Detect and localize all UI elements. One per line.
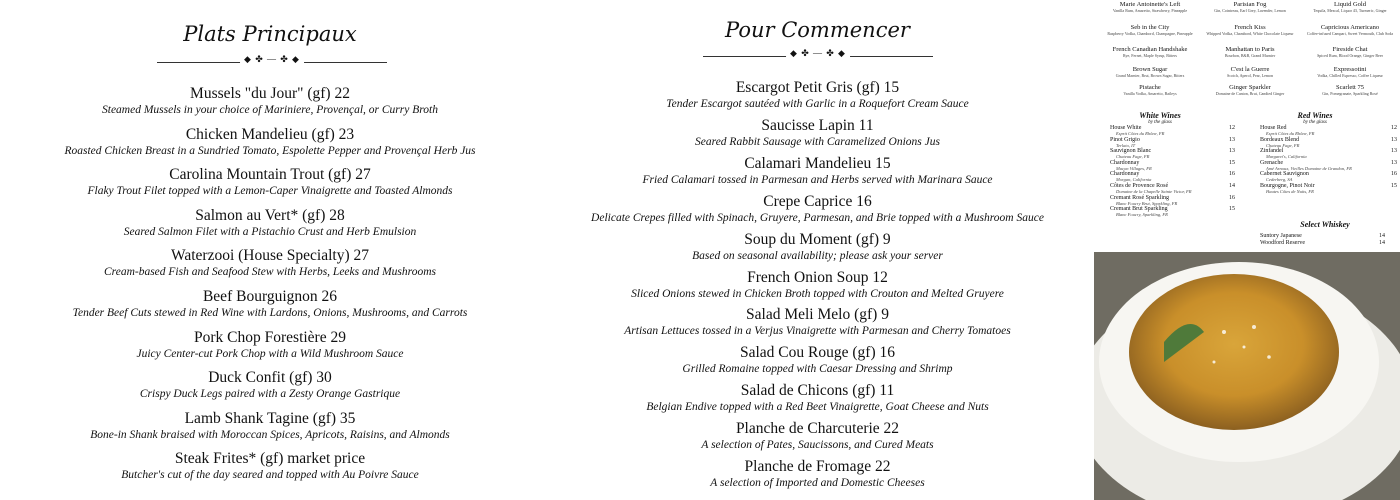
dish-description: Roasted Chicken Breast in a Sundried Tomato, Espolette Pepper and Provençal Herb Jus xyxy=(64,144,476,157)
cocktail-ingredients: Tequila, Mezcal, Liquor 43, Turmeric, Ginger xyxy=(1313,8,1387,13)
whiskey-title: Select Whiskey xyxy=(1300,220,1350,229)
wine-item xyxy=(1110,206,1235,217)
wine-origin: Macon Villages, FR xyxy=(1116,165,1152,171)
wine-item xyxy=(1260,183,1397,194)
dish-name: Saucisse Lapin 11 xyxy=(761,116,874,134)
wine-price: 12 xyxy=(1229,125,1235,131)
dish-description: Tender Escargot sautéed with Garlic in a Roquefort Cream Sauce xyxy=(666,98,969,110)
wine-item xyxy=(1110,171,1235,182)
dish-name: Crepe Caprice 16 xyxy=(763,192,872,210)
menu-item xyxy=(560,344,1075,376)
cocktail-ingredients: Bourbon, B&B, Grand Marnier xyxy=(1224,53,1276,58)
dish-description: Based on seasonal availability; please ask your server xyxy=(692,249,943,262)
wine-price: 13 xyxy=(1229,136,1235,143)
cocktail-ingredients: Grand Marnier, Brut, Brown Sugar, Bitters xyxy=(1115,73,1185,78)
wine-name: Cremant Brut Sparkling xyxy=(1110,206,1168,213)
menu-item xyxy=(0,410,540,442)
dish-name: Salmon au Vert* (gf) 28 xyxy=(195,206,345,224)
cocktail-item xyxy=(1300,46,1400,58)
wine-origin: Hautes Côtes de Nuits, FR xyxy=(1266,189,1314,194)
cocktail-name: Capricious Americano xyxy=(1320,23,1380,31)
menu-item xyxy=(560,382,1075,414)
subtitle: by the glass xyxy=(1303,120,1327,125)
menu-item xyxy=(560,420,1075,452)
cocktail-ingredients: Gin, Cointreau, Earl Grey, Lavender, Lemon xyxy=(1214,8,1286,13)
cocktail-item xyxy=(1100,84,1200,96)
wine-item xyxy=(1260,137,1397,148)
dish-name: Lamb Shank Tagine (gf) 35 xyxy=(184,409,356,427)
whiskey-price: 14 xyxy=(1379,233,1385,239)
cocktail-item xyxy=(1300,66,1400,78)
dish-name: Waterzooi (House Specialty) 27 xyxy=(170,247,370,265)
dish-description: A selection of Pates, Saucissons, and Cured Meats xyxy=(701,439,934,452)
wine-price: 16 xyxy=(1229,171,1235,178)
dish-name: Beef Bourguignon 26 xyxy=(202,288,338,305)
dish-description: Artisan Lettuces tossed in a Verjus Vinaigrette with Parmesan and Cherry Tomatoes xyxy=(624,325,1011,338)
wine-price: 15 xyxy=(1391,183,1397,189)
red-wines-title xyxy=(1285,111,1345,125)
menu-item xyxy=(0,85,540,117)
cocktail-name: Manhattan to Paris xyxy=(1225,46,1275,53)
creme-brulee-photo xyxy=(1094,252,1400,500)
menu-item xyxy=(560,231,1075,263)
menu-item xyxy=(560,79,1075,111)
dish-description: Grilled Romaine topped with Caesar Dressing and Shrimp xyxy=(682,363,953,376)
wine-item xyxy=(1110,125,1235,136)
cocktail-name: Fireside Chat xyxy=(1332,46,1368,53)
wine-price: 13 xyxy=(1391,148,1397,155)
menu-item xyxy=(0,369,540,401)
section-title: Pour Commencer xyxy=(725,18,910,42)
dish-name: Chicken Mandelieu (gf) 23 xyxy=(185,125,355,143)
dish-description: Sliced Onions stewed in Chicken Broth topped with Crouton and Melted Gruyere xyxy=(631,287,1004,300)
title: Red Wines xyxy=(1297,111,1333,120)
cocktail-name: Marie Antoinette's Left xyxy=(1119,1,1181,8)
dish-description: Delicate Crepes filled with Spinach, Gruyere, Parmesan, and Brie topped with a Mushroom Sauce xyxy=(591,211,1044,224)
menu-item xyxy=(0,450,540,482)
menu-item xyxy=(0,329,540,361)
cocktail-item xyxy=(1200,84,1300,96)
dish-description: Fried Calamari tossed in Parmesan and Herbs served with Marinara Sauce xyxy=(642,173,993,186)
wine-name: Cremant Rosé Sparkling xyxy=(1110,194,1169,201)
dish-description: Bone-in Shank braised with Moroccan Spices, Apricots, Raisins, and Almonds xyxy=(90,428,450,441)
dish-description: Seared Rabbit Sausage with Caramelized Onions Jus xyxy=(695,135,940,148)
wine-price: 12 xyxy=(1391,125,1397,131)
menu-item xyxy=(560,269,1075,301)
wine-name: Chardonnay xyxy=(1110,171,1140,178)
whiskey-item xyxy=(1260,240,1385,246)
menu-item xyxy=(0,166,540,198)
menu-item xyxy=(560,155,1075,187)
wine-origin: Margaret's, California xyxy=(1266,154,1307,160)
dish-name: Salad Cou Rouge (gf) 16 xyxy=(740,344,895,362)
cocktail-ingredients: Coffee-infused Campari, Sweet Vermouth, Club Soda xyxy=(1307,30,1393,36)
dish-description: Juicy Center-cut Pork Chop with a Wild Mushroom Sauce xyxy=(136,347,404,360)
dish-description: Flaky Trout Filet topped with a Lemon-Caper Vinaigrette and Toasted Almonds xyxy=(87,185,453,198)
wine-item xyxy=(1260,125,1397,136)
cocktail-item xyxy=(1100,66,1200,78)
cocktail-item xyxy=(1300,84,1400,96)
wine-item xyxy=(1260,171,1397,182)
wine-name: Sauvignon Blanc xyxy=(1110,148,1152,155)
cocktail-name: Pistache xyxy=(1139,84,1161,91)
pour-commencer-menu xyxy=(560,0,1075,500)
cocktail-name: Seb in the City xyxy=(1130,23,1170,31)
cocktail-item xyxy=(1100,46,1200,58)
dish-name: Calamari Mandelieu 15 xyxy=(744,154,891,172)
cocktail-ingredients: Whipped Vodka, Chambord, White Chocolate Liqueur xyxy=(1206,30,1294,36)
wine-origin: Cederberg, SA xyxy=(1266,177,1293,183)
menu-item xyxy=(0,247,540,279)
dish-description: A selection of Imported and Domestic Cheeses xyxy=(710,477,925,489)
section-title: Plats Principaux xyxy=(183,22,357,46)
plats-principaux-menu xyxy=(0,0,540,500)
dish-name: Salad Meli Melo (gf) 9 xyxy=(746,306,889,324)
dish-name: Mussels "du Jour" (gf) 22 xyxy=(190,85,350,102)
wine-item xyxy=(1110,148,1235,159)
cocktail-name: Brown Sugar xyxy=(1132,66,1168,73)
menu-item xyxy=(560,458,1075,490)
dish-name: Planche de Charcuterie 22 xyxy=(735,420,900,438)
wine-name: Côtes de Provence Rosé xyxy=(1110,183,1169,189)
cocktail-item xyxy=(1300,24,1400,36)
cocktail-ingredients: Scotch, Aperol, Pear, Lemon xyxy=(1226,73,1274,78)
wine-price: 14 xyxy=(1229,183,1235,189)
cocktail-name: C'est la Guerre xyxy=(1230,66,1270,73)
dish-description: Steamed Mussels in your choice of Mariniere, Provençal, or Curry Broth xyxy=(102,104,438,116)
wine-item xyxy=(1110,183,1235,194)
wine-price: 13 xyxy=(1229,148,1235,155)
title: White Wines xyxy=(1139,111,1181,120)
dish-name: Escargot Petit Gris (gf) 15 xyxy=(735,79,900,96)
dish-description: Crispy Duck Legs paired with a Zesty Orange Gastrique xyxy=(139,388,401,401)
whiskey-name: Suntory Japanese xyxy=(1260,233,1302,239)
wine-price: 15 xyxy=(1229,159,1235,166)
dish-name: Salad de Chicons (gf) 11 xyxy=(740,382,895,400)
wine-origin: Terlato, IT xyxy=(1116,142,1136,148)
dish-name: Soup du Moment (gf) 9 xyxy=(744,230,891,248)
cocktail-item xyxy=(1200,1,1300,13)
cocktail-item xyxy=(1200,66,1300,78)
wine-item xyxy=(1110,195,1235,206)
wine-name: Bourgogne, Pinot Noir xyxy=(1260,183,1315,189)
dish-description: Belgian Endive topped with a Red Beet Vinaigrette, Goat Cheese and Nuts xyxy=(646,401,989,414)
cocktail-item xyxy=(1300,1,1400,13)
dish-name: French Onion Soup 12 xyxy=(747,268,888,286)
wine-name: House White xyxy=(1110,125,1142,131)
wine-origin: Chateau Fage, FR xyxy=(1116,154,1150,160)
dish-name: Steak Frites* (gf) market price xyxy=(174,450,366,468)
wine-name: Bordeaux Blend xyxy=(1260,136,1300,143)
dish-name: Duck Confit (gf) 30 xyxy=(208,369,332,387)
menu-item xyxy=(0,207,540,239)
wine-price: 16 xyxy=(1391,171,1397,178)
menu-item xyxy=(560,306,1075,338)
dish-description: Seared Salmon Filet with a Pistachio Crust and Herb Emulsion xyxy=(123,225,417,238)
wine-item xyxy=(1110,137,1235,148)
cocktail-name: Liquid Gold xyxy=(1334,1,1366,8)
wine-name: Pinot Grigio xyxy=(1110,136,1140,143)
menu-item xyxy=(560,193,1075,225)
cocktail-item xyxy=(1100,1,1200,13)
wine-price: 15 xyxy=(1229,206,1235,213)
dish-description: Butcher's cut of the day seared and topped with Au Poivre Sauce xyxy=(121,469,419,482)
ornament-divider xyxy=(157,62,387,63)
menu-item xyxy=(560,117,1075,149)
drinks-menu xyxy=(1100,0,1400,250)
cocktail-ingredients: Spiced Rum, Blood Orange, Ginger Beer xyxy=(1317,53,1383,58)
wine-name: Chardonnay xyxy=(1110,159,1140,166)
cocktail-ingredients: Vanilla Vodka, Amaretto, Baileys xyxy=(1123,91,1177,96)
wine-origin: Domaine de la Chapelle Sainte Victor, FR xyxy=(1116,189,1192,194)
wine-name: House Red xyxy=(1260,125,1287,131)
white-wines-title xyxy=(1130,111,1190,125)
cocktail-ingredients: Rye, Fernet, Maple Syrup, Bitters xyxy=(1123,53,1177,58)
wine-price: 13 xyxy=(1391,159,1397,166)
wine-origin: Esprit Côtes du Rhône, FR xyxy=(1116,131,1165,136)
wine-origin: Amé Arnoux, Vieilles Domaine de Grandon, FR xyxy=(1266,165,1352,171)
wine-name: Cabernet Sauvignon xyxy=(1260,171,1309,178)
wine-name: Grenache xyxy=(1260,159,1283,166)
menu-item xyxy=(0,288,540,320)
cocktail-ingredients: Gin, Pomegranate, Sparkling Rosé xyxy=(1322,91,1378,96)
subtitle: by the glass xyxy=(1148,120,1172,125)
dish-name: Carolina Mountain Trout (gf) 27 xyxy=(169,166,371,184)
cocktail-item xyxy=(1200,46,1300,58)
wine-origin: Blanc Foucry Brut, Sparkling, FR xyxy=(1116,200,1178,206)
cocktail-ingredients: Domaine de Canton, Brut, Candied Ginger xyxy=(1215,91,1285,96)
whiskey-name: Woodford Reserve xyxy=(1260,240,1306,246)
wine-item xyxy=(1110,160,1235,171)
wine-item xyxy=(1260,160,1397,171)
dish-description: Tender Beef Cuts stewed in Red Wine with Lardons, Onions, Mushrooms, and Carrots xyxy=(72,307,468,319)
wine-origin: Blanc Foucry, Sparkling, FR xyxy=(1116,212,1168,218)
ornament-divider xyxy=(703,56,933,57)
dish-name: Pork Chop Forestière 29 xyxy=(194,328,346,346)
wine-item xyxy=(1260,148,1397,159)
menu-item xyxy=(0,126,540,158)
wine-price: 13 xyxy=(1391,136,1397,143)
whiskey-price: 14 xyxy=(1379,240,1385,246)
cocktail-name: French Kiss xyxy=(1234,23,1266,31)
wine-origin: Esprit Côtes du Rhône, FR xyxy=(1266,131,1315,136)
cocktail-ingredients: Vodka, Chilled Espresso, Coffee Liqueur xyxy=(1317,73,1383,78)
wine-name: Zinfandel xyxy=(1260,148,1284,155)
wine-origin: Morgan, California xyxy=(1116,177,1152,183)
cocktail-name: French Canadian Handshake xyxy=(1112,46,1188,53)
cocktail-ingredients: Raspberry Vodka, Chambord, Champagne, Pineapple xyxy=(1107,30,1193,36)
whiskey-item xyxy=(1260,233,1385,239)
dish-description: Cream-based Fish and Seafood Stew with Herbs, Leeks and Mushrooms xyxy=(104,266,436,279)
cocktail-ingredients: Vanilla Rum, Amaretto, Strawberry, Pineapple xyxy=(1112,8,1188,13)
cocktail-name: Scarlett 75 xyxy=(1336,84,1364,91)
cocktail-item xyxy=(1100,24,1200,36)
cocktail-item xyxy=(1200,24,1300,36)
dish-name: Planche de Fromage 22 xyxy=(744,458,891,475)
cocktail-name: Parisian Fog xyxy=(1233,1,1267,8)
cocktail-name: Expressotini xyxy=(1333,66,1367,73)
cocktail-name: Ginger Sparkler xyxy=(1229,84,1271,91)
wine-origin: Chateau Fage, FR xyxy=(1266,142,1300,148)
wine-price: 16 xyxy=(1229,194,1235,201)
